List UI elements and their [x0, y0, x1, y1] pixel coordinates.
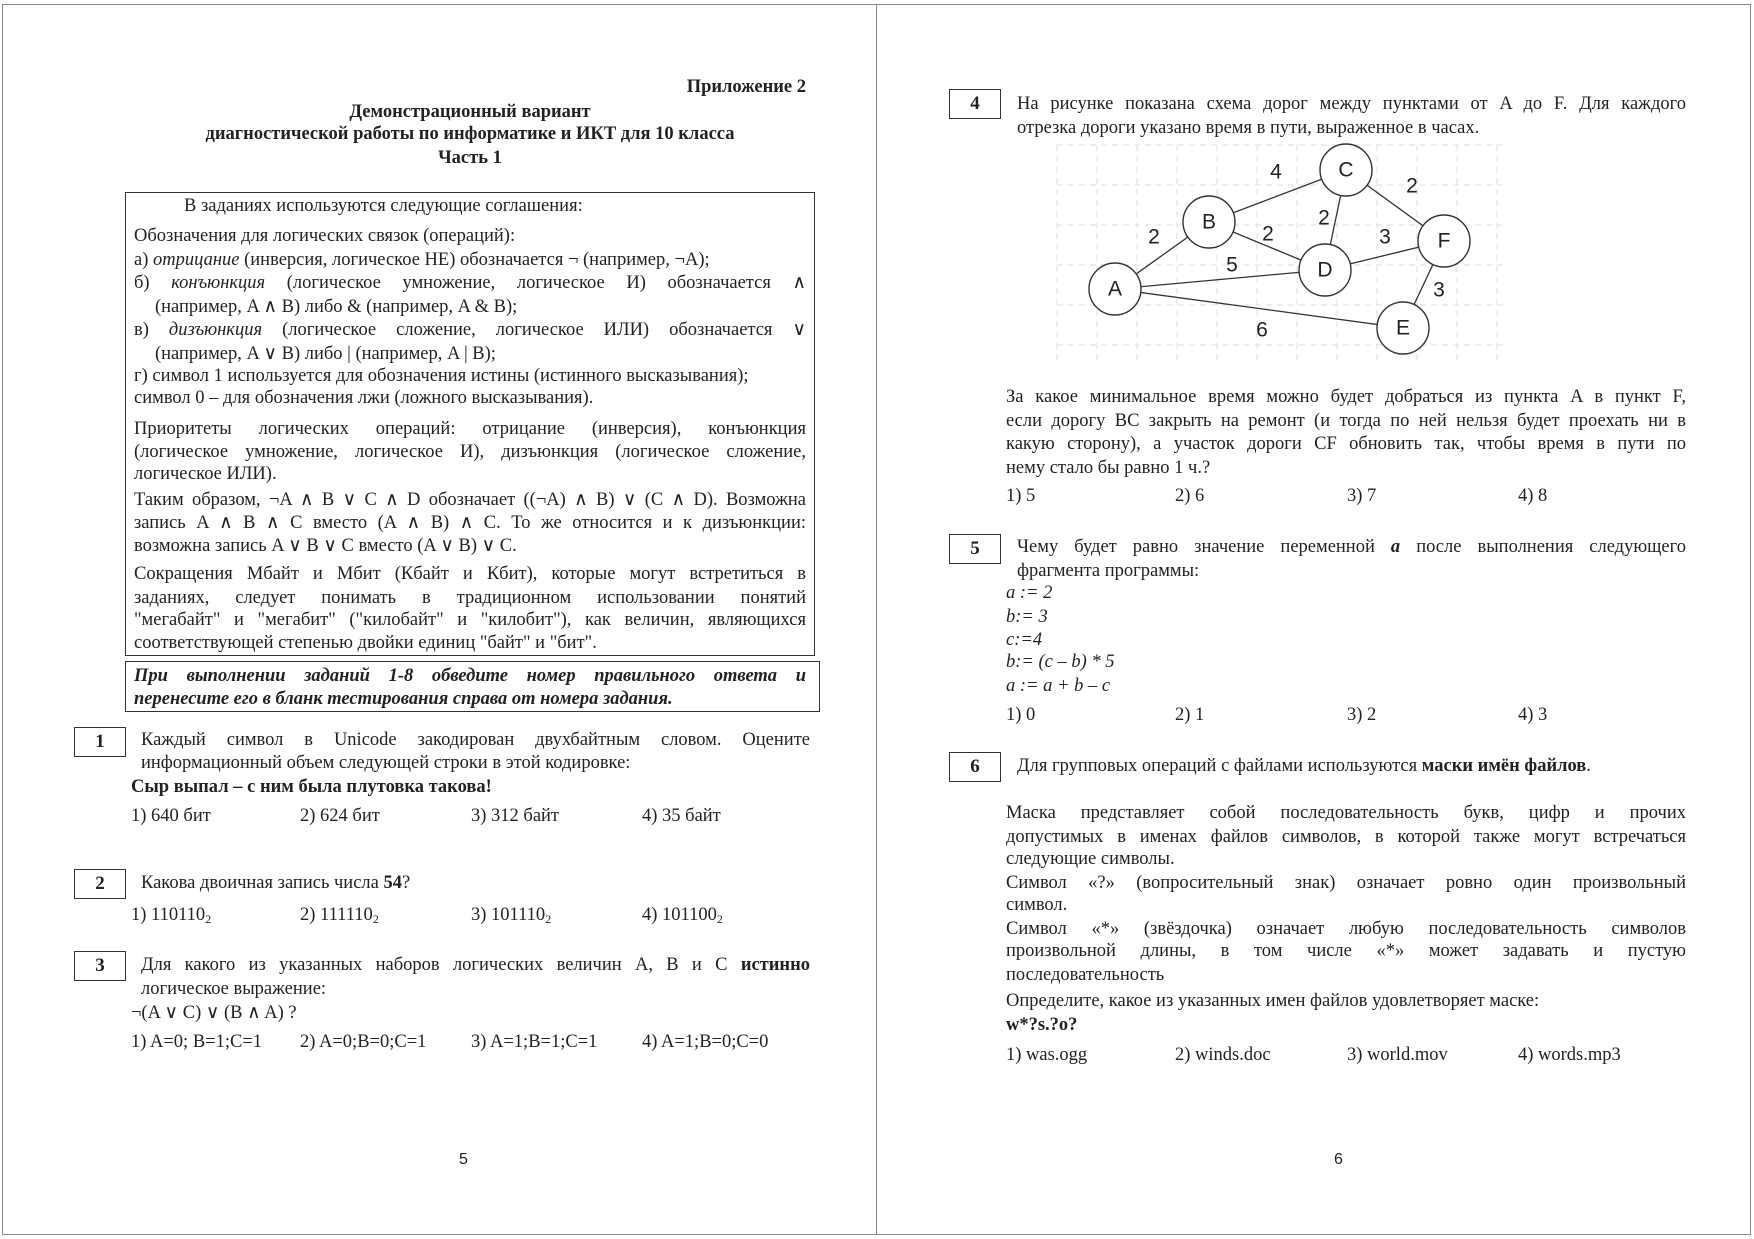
q1-text: Каждый символ в Unicode закодирован двухбайтным словом. Оцените: [141, 730, 810, 750]
q2-number: 54: [383, 873, 402, 893]
convention-negation: [134, 248, 710, 272]
answer-label: 4): [642, 905, 663, 925]
q6-answer-3[interactable]: 3) world.mov: [1347, 1045, 1448, 1065]
q6-answer-4[interactable]: 4) words.mp3: [1518, 1045, 1621, 1065]
q4-question: какую сторону), а участок дороги CF обновить так, чтобы время в пути по: [1006, 434, 1686, 454]
example-line: Таким образом, ¬A ∧ B ∨ C ∧ D обозначает ((¬A) ∧ B) ∨ (C ∧ D). Возможна: [134, 490, 806, 510]
q1-answer-2[interactable]: 2) 624 бит: [300, 806, 380, 826]
q5-answer-2[interactable]: 2) 1: [1175, 705, 1205, 725]
q5-answer-1[interactable]: 1) 0: [1006, 705, 1036, 725]
q4-answer-1[interactable]: 1) 5: [1006, 486, 1036, 506]
term-disjunction: дизъюнкция: [168, 320, 263, 340]
convention-false: символ 0 – для обозначения лжи (ложного высказывания).: [134, 388, 594, 408]
q2-text-start: Какова двоичная запись числа: [141, 873, 384, 893]
code-line: c:=4: [1006, 630, 1043, 650]
q4-question: нему стало бы равно 1 ч.?: [1006, 458, 1211, 478]
q5-answer-4[interactable]: 4) 3: [1518, 705, 1548, 725]
answer-base: 2: [716, 912, 723, 926]
q6-desc: Символ «?» (вопросительный знак) означает ровно один произвольный: [1006, 873, 1686, 893]
q5-text: [1017, 535, 1686, 559]
priority-line: логическое ИЛИ).: [134, 464, 277, 484]
instruction-line: При выполнении заданий 1-8 обведите номер правильного ответа и: [134, 666, 806, 686]
q4-answer-4[interactable]: 4) 8: [1518, 486, 1548, 506]
units-line: соответствующей степенью двойки единиц "байт" и "бит".: [134, 633, 597, 653]
question-number-1: 1: [74, 727, 126, 757]
q3-text: [141, 953, 810, 977]
doc-part: Часть 1: [438, 148, 502, 168]
q6-desc: символ.: [1006, 895, 1068, 915]
answer-base: 2: [205, 912, 212, 926]
term-conjunction: конъюнкция: [171, 273, 266, 293]
answer-value: 111110: [320, 905, 373, 925]
doc-subtitle: диагностической работы по информатике и ИКТ для 10 класса: [205, 124, 735, 144]
q4-answer-3[interactable]: 3) 7: [1347, 486, 1377, 506]
question-number-4: 4: [949, 89, 1001, 119]
q4-answer-2[interactable]: 2) 6: [1175, 486, 1205, 506]
item-text: (инверсия, логическое НЕ) обозначается ¬ (например, ¬A);: [239, 250, 710, 270]
units-line: "мегабайт" и "мегабит" ("килобайт" и "килобит"), как величин, являющихся: [134, 610, 806, 630]
code-line: b:= 3: [1006, 607, 1048, 627]
units-line: Сокращения Мбайт и Мбит (Кбайт и Кбит), которые могут встретиться в: [134, 564, 806, 584]
answer-value: 101100: [662, 905, 717, 925]
node-label-E: E: [1395, 316, 1411, 340]
term-negation: отрицание: [153, 250, 240, 270]
q6-desc: допустимых в именах файлов символов, в которой также могут встречаться: [1006, 827, 1686, 847]
q6-answer-2[interactable]: 2) winds.doc: [1175, 1045, 1271, 1065]
question-number-6: 6: [949, 752, 1001, 782]
q3-text-bold: истинно: [740, 955, 810, 975]
node-label-B: B: [1201, 210, 1217, 234]
edge-weight-CF: 2: [1406, 174, 1418, 198]
q5-text-end: после выполнения следующего: [1400, 537, 1686, 557]
q2-text-end: ?: [402, 873, 411, 893]
code-line: b:= (c – b) * 5: [1006, 652, 1115, 672]
priority-line: (логическое умножение, логическое И), дизъюнкция (логическое сложение,: [134, 442, 806, 462]
edge-weight-EF: 3: [1433, 278, 1445, 302]
q1-answer-3[interactable]: 3) 312 байт: [471, 806, 560, 826]
q6-desc: Символ «*» (звёздочка) означает любую последовательность символов: [1006, 919, 1686, 939]
answer-value: 110110: [151, 905, 206, 925]
item-text: (логическое сложение, логическое ИЛИ) обозначается ∨: [262, 320, 806, 340]
question-number-2: 2: [74, 869, 126, 899]
node-label-D: D: [1317, 258, 1333, 282]
item-prefix: в): [134, 320, 169, 340]
q4-question: За какое минимальное время можно будет добраться из пункта A в пункт F,: [1006, 387, 1686, 407]
example-line: возможна запись A ∨ B ∨ C вместо (A ∨ B) ∨ C.: [134, 536, 517, 556]
convention-disjunction: [134, 318, 806, 342]
q6-desc: последовательность: [1006, 965, 1165, 985]
q1-text: информационный объем следующей строки в этой кодировке:: [141, 753, 631, 773]
page-number-left: 5: [459, 1151, 468, 1168]
edge-weight-CD: 2: [1318, 206, 1330, 230]
doc-title: Демонстрационный вариант: [349, 102, 591, 122]
q2-text: [141, 871, 410, 895]
answer-value: 101110: [491, 905, 546, 925]
q3-expression: ¬(A ∨ C) ∨ (B ∧ A) ?: [131, 1003, 297, 1023]
q2-answer-1[interactable]: [131, 903, 211, 927]
appendix-label: Приложение 2: [686, 77, 806, 97]
edge-AD: [1115, 270, 1325, 289]
edge-weight-BD: 2: [1262, 222, 1274, 246]
q6-mask: w*?s.?o?: [1006, 1015, 1078, 1035]
q4-question: если дорогу BC закрыть на ремонт (и тогда по ней нельзя будет проехать ни в: [1006, 411, 1686, 431]
answer-label: 3): [471, 905, 492, 925]
q2-answer-2[interactable]: [300, 903, 379, 927]
q6-desc: произвольной длины, в том числе «*» может задавать и пустую: [1006, 941, 1686, 961]
q6-text: [1017, 754, 1591, 778]
answer-label: 2): [300, 905, 321, 925]
answer-base: 2: [545, 912, 552, 926]
code-line: a := 2: [1006, 583, 1053, 603]
convention-disjunction-example: (например, A ∨ B) либо | (например, A | B);: [155, 344, 496, 364]
convention-conjunction: [134, 271, 806, 295]
q6-answer-1[interactable]: 1) was.ogg: [1006, 1045, 1088, 1065]
priority-line: Приоритеты логических операций: отрицание (инверсия), конъюнкция: [134, 419, 806, 439]
q5-text: фрагмента программы:: [1017, 561, 1200, 581]
q6-desc: следующие символы.: [1006, 849, 1175, 869]
q4-text: На рисунке показана схема дорог между пунктами от A до F. Для каждого: [1017, 94, 1686, 114]
q1-answer-4[interactable]: 4) 35 байт: [642, 806, 721, 826]
page-number-right: 6: [1334, 1151, 1343, 1168]
q3-answer-1[interactable]: 1) A=0; B=1;C=1: [131, 1032, 263, 1052]
q5-answer-3[interactable]: 3) 2: [1347, 705, 1377, 725]
edge-weight-DF: 3: [1379, 225, 1391, 249]
edge-weight-AD: 5: [1226, 253, 1238, 277]
convention-true: г) символ 1 используется для обозначения истины (истинного высказывания);: [134, 366, 749, 386]
convention-conjunction-example: (например, A ∧ B) либо & (например, A & B);: [155, 297, 518, 317]
example-line: запись A ∧ B ∧ C вместо (A ∧ B) ∧ C. То же относится и к дизъюнкции:: [134, 513, 806, 533]
question-number-5: 5: [949, 534, 1001, 564]
node-label-C: C: [1338, 158, 1354, 182]
road-graph: [1040, 130, 1520, 380]
edge-weight-BC: 4: [1270, 160, 1282, 184]
q1-answer-1[interactable]: 1) 640 бит: [131, 806, 211, 826]
conventions-intro: В заданиях используются следующие соглашения:: [184, 196, 583, 216]
question-number-3: 3: [74, 951, 126, 981]
q3-text-start: Для какого из указанных наборов логических величин A, B и C: [141, 955, 741, 975]
q3-answer-4[interactable]: 4) A=1;B=0;C=0: [642, 1032, 769, 1052]
q6-text-start: Для групповых операций с файлами используются: [1017, 756, 1422, 776]
q6-text-bold: маски имён файлов: [1421, 756, 1587, 776]
q3-answer-3[interactable]: 3) A=1;B=1;C=1: [471, 1032, 598, 1052]
item-prefix: а): [134, 250, 153, 270]
answer-label: 1): [131, 905, 152, 925]
code-line: a := a + b – c: [1006, 676, 1111, 696]
q6-text-end: .: [1586, 756, 1591, 776]
q6-desc: Маска представляет собой последовательность букв, цифр и прочих: [1006, 803, 1686, 823]
edge-weight-AB: 2: [1148, 225, 1160, 249]
q2-answer-3[interactable]: [471, 903, 551, 927]
q1-string: Сыр выпал – с ним была плутовка такова!: [131, 777, 492, 797]
page-divider: [876, 4, 877, 1235]
units-line: заданиях, следует понимать в традиционном использовании понятий: [134, 588, 806, 608]
answer-base: 2: [372, 912, 379, 926]
item-text: (логическое умножение, логическое И) обозначается ∧: [265, 273, 806, 293]
item-prefix: б): [134, 273, 172, 293]
q5-text-start: Чему будет равно значение переменной: [1017, 537, 1391, 557]
conventions-ops-heading: Обозначения для логических связок (операций):: [134, 226, 516, 246]
q3-text: логическое выражение:: [141, 979, 327, 999]
q2-answer-4[interactable]: [642, 903, 723, 927]
q6-prompt: Определите, какое из указанных имен файлов удовлетворяет маске:: [1006, 991, 1540, 1011]
node-label-F: F: [1437, 229, 1451, 253]
q5-variable: a: [1390, 537, 1401, 557]
edge-weight-AE: 6: [1256, 318, 1268, 342]
q4-text: отрезка дороги указано время в пути, выраженное в часах.: [1017, 118, 1480, 138]
instruction-line: перенесите его в бланк тестирования справа от номера задания.: [134, 689, 673, 709]
node-label-A: A: [1107, 277, 1123, 301]
q3-answer-2[interactable]: 2) A=0;B=0;C=1: [300, 1032, 427, 1052]
